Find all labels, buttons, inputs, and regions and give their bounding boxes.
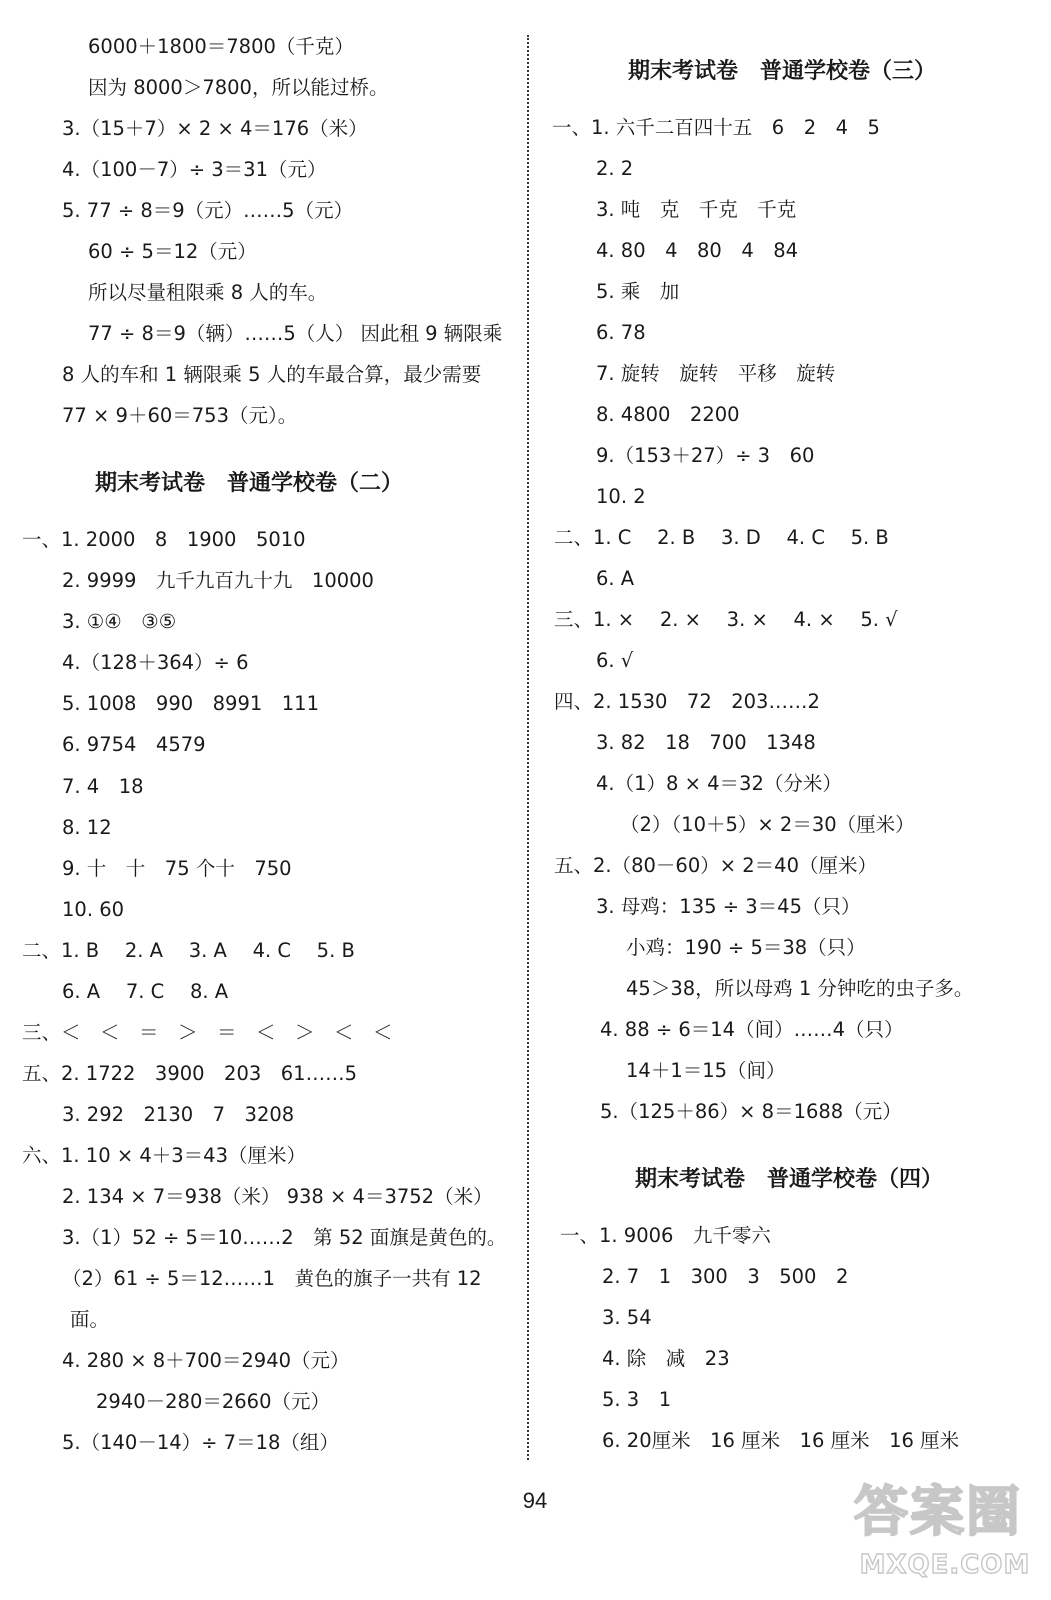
answer-line: 2. 9999 九千九百九十九 10000 <box>62 569 374 592</box>
answer-line: 6. A <box>596 567 635 590</box>
answer-line: 4. 除 减 23 <box>602 1347 730 1370</box>
answer-line: 5.（140－14）÷ 7＝18（组） <box>62 1431 339 1454</box>
answer-line: 小鸡：190 ÷ 5＝38（只） <box>626 936 866 959</box>
answer-line: 9.（153＋27）÷ 3 60 <box>596 444 815 467</box>
answer-line: 10. 2 <box>596 485 646 508</box>
answer-line: 6. 78 <box>596 321 646 344</box>
answer-line: 4.（128＋364）÷ 6 <box>62 651 249 674</box>
answer-line: 3.（1）52 ÷ 5＝10……2 第 52 面旗是黄色的。 <box>62 1226 507 1249</box>
answer-line: 2940－280＝2660（元） <box>96 1390 330 1413</box>
answer-line: 一、1. 2000 8 1900 5010 <box>22 528 306 551</box>
answer-line: 六、1. 10 × 4＋3＝43（厘米） <box>22 1144 306 1167</box>
answer-line: 2. 2 <box>596 157 634 180</box>
answer-line: 6. A 7. C 8. A <box>62 980 229 1003</box>
answer-line: 3. 54 <box>602 1306 652 1329</box>
answer-line: 9. 十 十 75 个十 750 <box>62 857 292 880</box>
answer-line: 3. ①④ ③⑤ <box>62 610 177 633</box>
answer-line: 8. 12 <box>62 816 112 839</box>
answer-line: 6. √ <box>596 649 634 672</box>
section-heading: 期末考试卷 普通学校卷（四） <box>635 1167 944 1192</box>
answer-line: 6000＋1800＝7800（千克） <box>88 35 354 58</box>
answer-line: 6. 20厘米 16 厘米 16 厘米 16 厘米 <box>602 1429 960 1452</box>
answer-line: 77 ÷ 8＝9（辆）……5（人） 因此租 9 辆限乘 <box>88 322 503 345</box>
answer-line: 6. 9754 4579 <box>62 733 206 756</box>
section-heading: 期末考试卷 普通学校卷（三） <box>628 59 937 84</box>
answer-line: 3. 母鸡：135 ÷ 3＝45（只） <box>596 895 861 918</box>
column-divider <box>527 35 529 1460</box>
answer-line: 5.（125＋86）× 8＝1688（元） <box>600 1100 902 1123</box>
answer-line: 4. 80 4 80 4 84 <box>596 239 799 262</box>
answer-line: 五、2. 1722 3900 203 61……5 <box>22 1062 357 1085</box>
answer-line: 一、1. 9006 九千零六 <box>560 1224 771 1247</box>
answer-line: （2）61 ÷ 5＝12……1 黄色的旗子一共有 12 <box>62 1267 482 1290</box>
answer-line: 4. 88 ÷ 6＝14（间）……4（只） <box>600 1018 904 1041</box>
answer-line: 五、2.（80－60）× 2＝40（厘米） <box>554 854 877 877</box>
answer-line: 4. 280 × 8＋700＝2940（元） <box>62 1349 350 1372</box>
answer-line: 7. 旋转 旋转 平移 旋转 <box>596 362 836 385</box>
answer-line: 面。 <box>70 1308 110 1331</box>
answer-line: 3. 292 2130 7 3208 <box>62 1103 295 1126</box>
answer-line: 一、1. 六千二百四十五 6 2 4 5 <box>552 116 880 139</box>
answer-line: （2）（10＋5）× 2＝30（厘米） <box>620 813 915 836</box>
answer-line: 5. 77 ÷ 8＝9（元）……5（元） <box>62 199 354 222</box>
answer-line: 所以尽量租限乘 8 人的车。 <box>88 281 328 304</box>
page-number: 94 <box>522 1488 548 1513</box>
answer-line: 2. 7 1 300 3 500 2 <box>602 1265 849 1288</box>
answer-line: 8. 4800 2200 <box>596 403 740 426</box>
answer-line: 14＋1＝15（间） <box>626 1059 786 1082</box>
answer-line: 10. 60 <box>62 898 125 921</box>
watermark-title: 答案圈 <box>854 1480 1022 1543</box>
answer-line: 8 人的车和 1 辆限乘 5 人的车最合算，最少需要 <box>62 363 482 386</box>
answer-line: 45＞38，所以母鸡 1 分钟吃的虫子多。 <box>626 977 974 1000</box>
section-heading: 期末考试卷 普通学校卷（二） <box>95 471 404 496</box>
answer-line: 二、1. C 2. B 3. D 4. C 5. B <box>554 526 889 549</box>
answer-line: 4.（100－7）÷ 3＝31（元） <box>62 158 327 181</box>
answer-line: 3. 82 18 700 1348 <box>596 731 816 754</box>
answer-line: 四、2. 1530 72 203……2 <box>554 690 820 713</box>
watermark-logo <box>850 1476 1040 1588</box>
answer-line: 4.（1）8 × 4＝32（分米） <box>596 772 842 795</box>
answer-line: 5. 3 1 <box>602 1388 672 1411</box>
answer-line: 3. 吨 克 千克 千克 <box>596 198 797 221</box>
answer-line: 60 ÷ 5＝12（元） <box>88 240 257 263</box>
answer-line: 三、1. × 2. × 3. × 4. × 5. √ <box>554 608 898 631</box>
answer-line: 因为 8000＞7800，所以能过桥。 <box>88 76 389 99</box>
answer-line: 7. 4 18 <box>62 775 144 798</box>
answer-line: 77 × 9＋60＝753（元）。 <box>62 404 298 427</box>
answer-line: 2. 134 × 7＝938（米） 938 × 4＝3752（米） <box>62 1185 493 1208</box>
answer-line: 5. 乘 加 <box>596 280 680 303</box>
answer-line: 三、＜ ＜ ＝ ＞ ＝ ＜ ＞ ＜ ＜ <box>22 1021 393 1044</box>
answer-line: 二、1. B 2. A 3. A 4. C 5. B <box>22 939 355 962</box>
answer-line: 5. 1008 990 8991 111 <box>62 692 319 715</box>
watermark-url: MXQE.COM <box>859 1550 1031 1580</box>
answer-line: 3.（15＋7）× 2 × 4＝176（米） <box>62 117 368 140</box>
